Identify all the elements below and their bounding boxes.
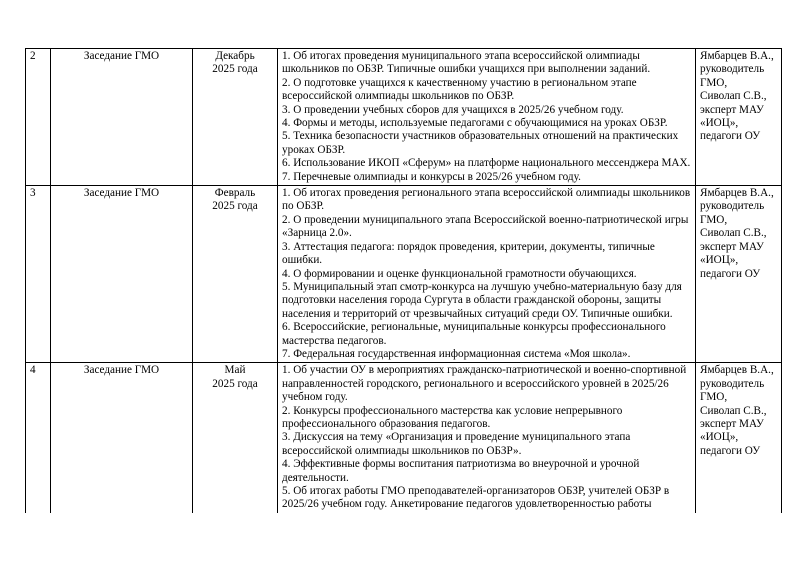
- row-number: 4: [26, 363, 51, 513]
- responsible-line: эксперт МАУ: [700, 103, 764, 116]
- agenda-topic: 2. О проведении муниципального этапа Всероссийской военно-патриотической игры «Зарница 2.0».: [282, 213, 689, 240]
- event-type: Заседание ГМО: [51, 363, 193, 513]
- event-date: [193, 49, 278, 186]
- table-row: [26, 186, 782, 363]
- responsible-line: руководитель ГМО,: [700, 200, 765, 226]
- event-year: 2025 года: [212, 200, 258, 213]
- responsible-line: Сиволап С.В.,: [700, 90, 767, 103]
- agenda-topic: 3. Дискуссия на тему «Организация и проведение муниципального этапа всероссийской олимпиады школьников по ОБЗР».: [282, 431, 631, 457]
- responsible-line: «ИОЦ», педагоги ОУ: [700, 431, 761, 457]
- agenda-topic: 6. Использование ИКОП «Сферум» на платформе национального мессенджера MAX.: [282, 157, 691, 170]
- event-year: 2025 года: [212, 377, 258, 390]
- agenda-topic: 2. Конкурсы профессионального мастерства как условие непрерывного профессионального образования педагогов.: [282, 404, 623, 430]
- responsible-line: руководитель ГМО,: [700, 377, 765, 404]
- responsible-line: руководитель ГМО,: [700, 63, 765, 89]
- responsible-line: Сиволап С.В.,: [700, 404, 767, 417]
- table-row: [26, 49, 782, 186]
- responsible-line: Сиволап С.В.,: [700, 227, 767, 240]
- row-number: 2: [26, 49, 51, 186]
- agenda-topics: [278, 186, 696, 363]
- event-date: [193, 363, 278, 513]
- agenda-topic: 1. Об итогах проведения муниципального этапа всероссийской олимпиады школьников по ОБЗР. Типичные ошибки учащихся при выполнении заданий.: [282, 50, 651, 76]
- responsible-persons: [696, 186, 782, 363]
- responsible-line: Ямбарцев В.А.,: [700, 50, 774, 62]
- event-year: 2025 года: [212, 63, 258, 76]
- agenda-topic: 3. Аттестация педагога: порядок проведения, критерии, документы, типичные ошибки.: [282, 240, 655, 267]
- event-month: Май: [224, 364, 246, 377]
- responsible-line: эксперт МАУ: [700, 417, 764, 430]
- agenda-topic: 5. Муниципальный этап смотр-конкурса на лучшую учебно-материальную базу для подготовки населения города Сургута в области гражданской обороны, защиты населения и территорий от чрезвычайных ситуаций среди ОУ. Типичные ошибки.: [282, 280, 682, 320]
- meeting-plan-table: [25, 48, 782, 513]
- responsible-line: Ямбарцев В.А.,: [700, 187, 774, 200]
- agenda-topic: 4. Эффективные формы воспитания патриотизма во внеурочной и урочной деятельности.: [282, 458, 640, 484]
- event-type: Заседание ГМО: [51, 186, 193, 363]
- agenda-topic: 7. Федеральная государственная информационная система «Моя школа».: [282, 347, 631, 360]
- agenda-topics: [278, 49, 696, 186]
- table-row: [26, 363, 782, 513]
- event-date: [193, 186, 278, 363]
- responsible-persons: [696, 49, 782, 186]
- responsible-line: Ямбарцев В.А.,: [700, 364, 774, 377]
- agenda-topic: 6. Всероссийские, региональные, муниципальные конкурсы профессионального мастерства педагогов.: [282, 321, 666, 347]
- event-month: Февраль: [214, 187, 256, 200]
- responsible-line: эксперт МАУ: [700, 240, 764, 253]
- agenda-topic: 7. Перечневые олимпиады и конкурсы в 2025/26 учебном году.: [282, 170, 581, 183]
- event-type: Заседание ГМО: [51, 49, 193, 186]
- agenda-topic: 5. Об итогах работы ГМО преподавателей-организаторов ОБЗР, учителей ОБЗР в 2025/26 учебном году. Анкетирование педагогов удовлетворенностью работы: [282, 485, 670, 511]
- responsible-persons: [696, 363, 782, 513]
- agenda-topic: 2. О подготовке учащихся к качественному участию в региональном этапе всероссийской олимпиады школьников по ОБЗР.: [282, 76, 637, 103]
- responsible-line: «ИОЦ», педагоги ОУ: [700, 254, 761, 280]
- agenda-topic: 1. Об итогах проведения регионального этапа всероссийской олимпиады школьников по ОБЗР.: [282, 187, 691, 213]
- row-number: 3: [26, 186, 51, 363]
- agenda-topic: 5. Техника безопасности участников образовательных отношений на практических уроках ОБЗР.: [282, 130, 679, 156]
- agenda-topic: 3. О проведении учебных сборов для учащихся в 2025/26 учебном году.: [282, 103, 624, 116]
- agenda-topic: 4. О формировании и оценке функциональной грамотности обучающихся.: [282, 267, 637, 280]
- agenda-topic: 1. Об участии ОУ в мероприятиях гражданско-патриотической и военно-спортивной направленностей городского, регионального и всероссийского уровней в 2025/26 учебном году.: [282, 364, 687, 404]
- event-month: Декабрь: [215, 50, 255, 62]
- agenda-topics: [278, 363, 696, 513]
- responsible-line: «ИОЦ», педагоги ОУ: [700, 117, 761, 143]
- agenda-topic: 4. Формы и методы, используемые педагогами с обучающимися на уроках ОБЗР.: [282, 117, 668, 130]
